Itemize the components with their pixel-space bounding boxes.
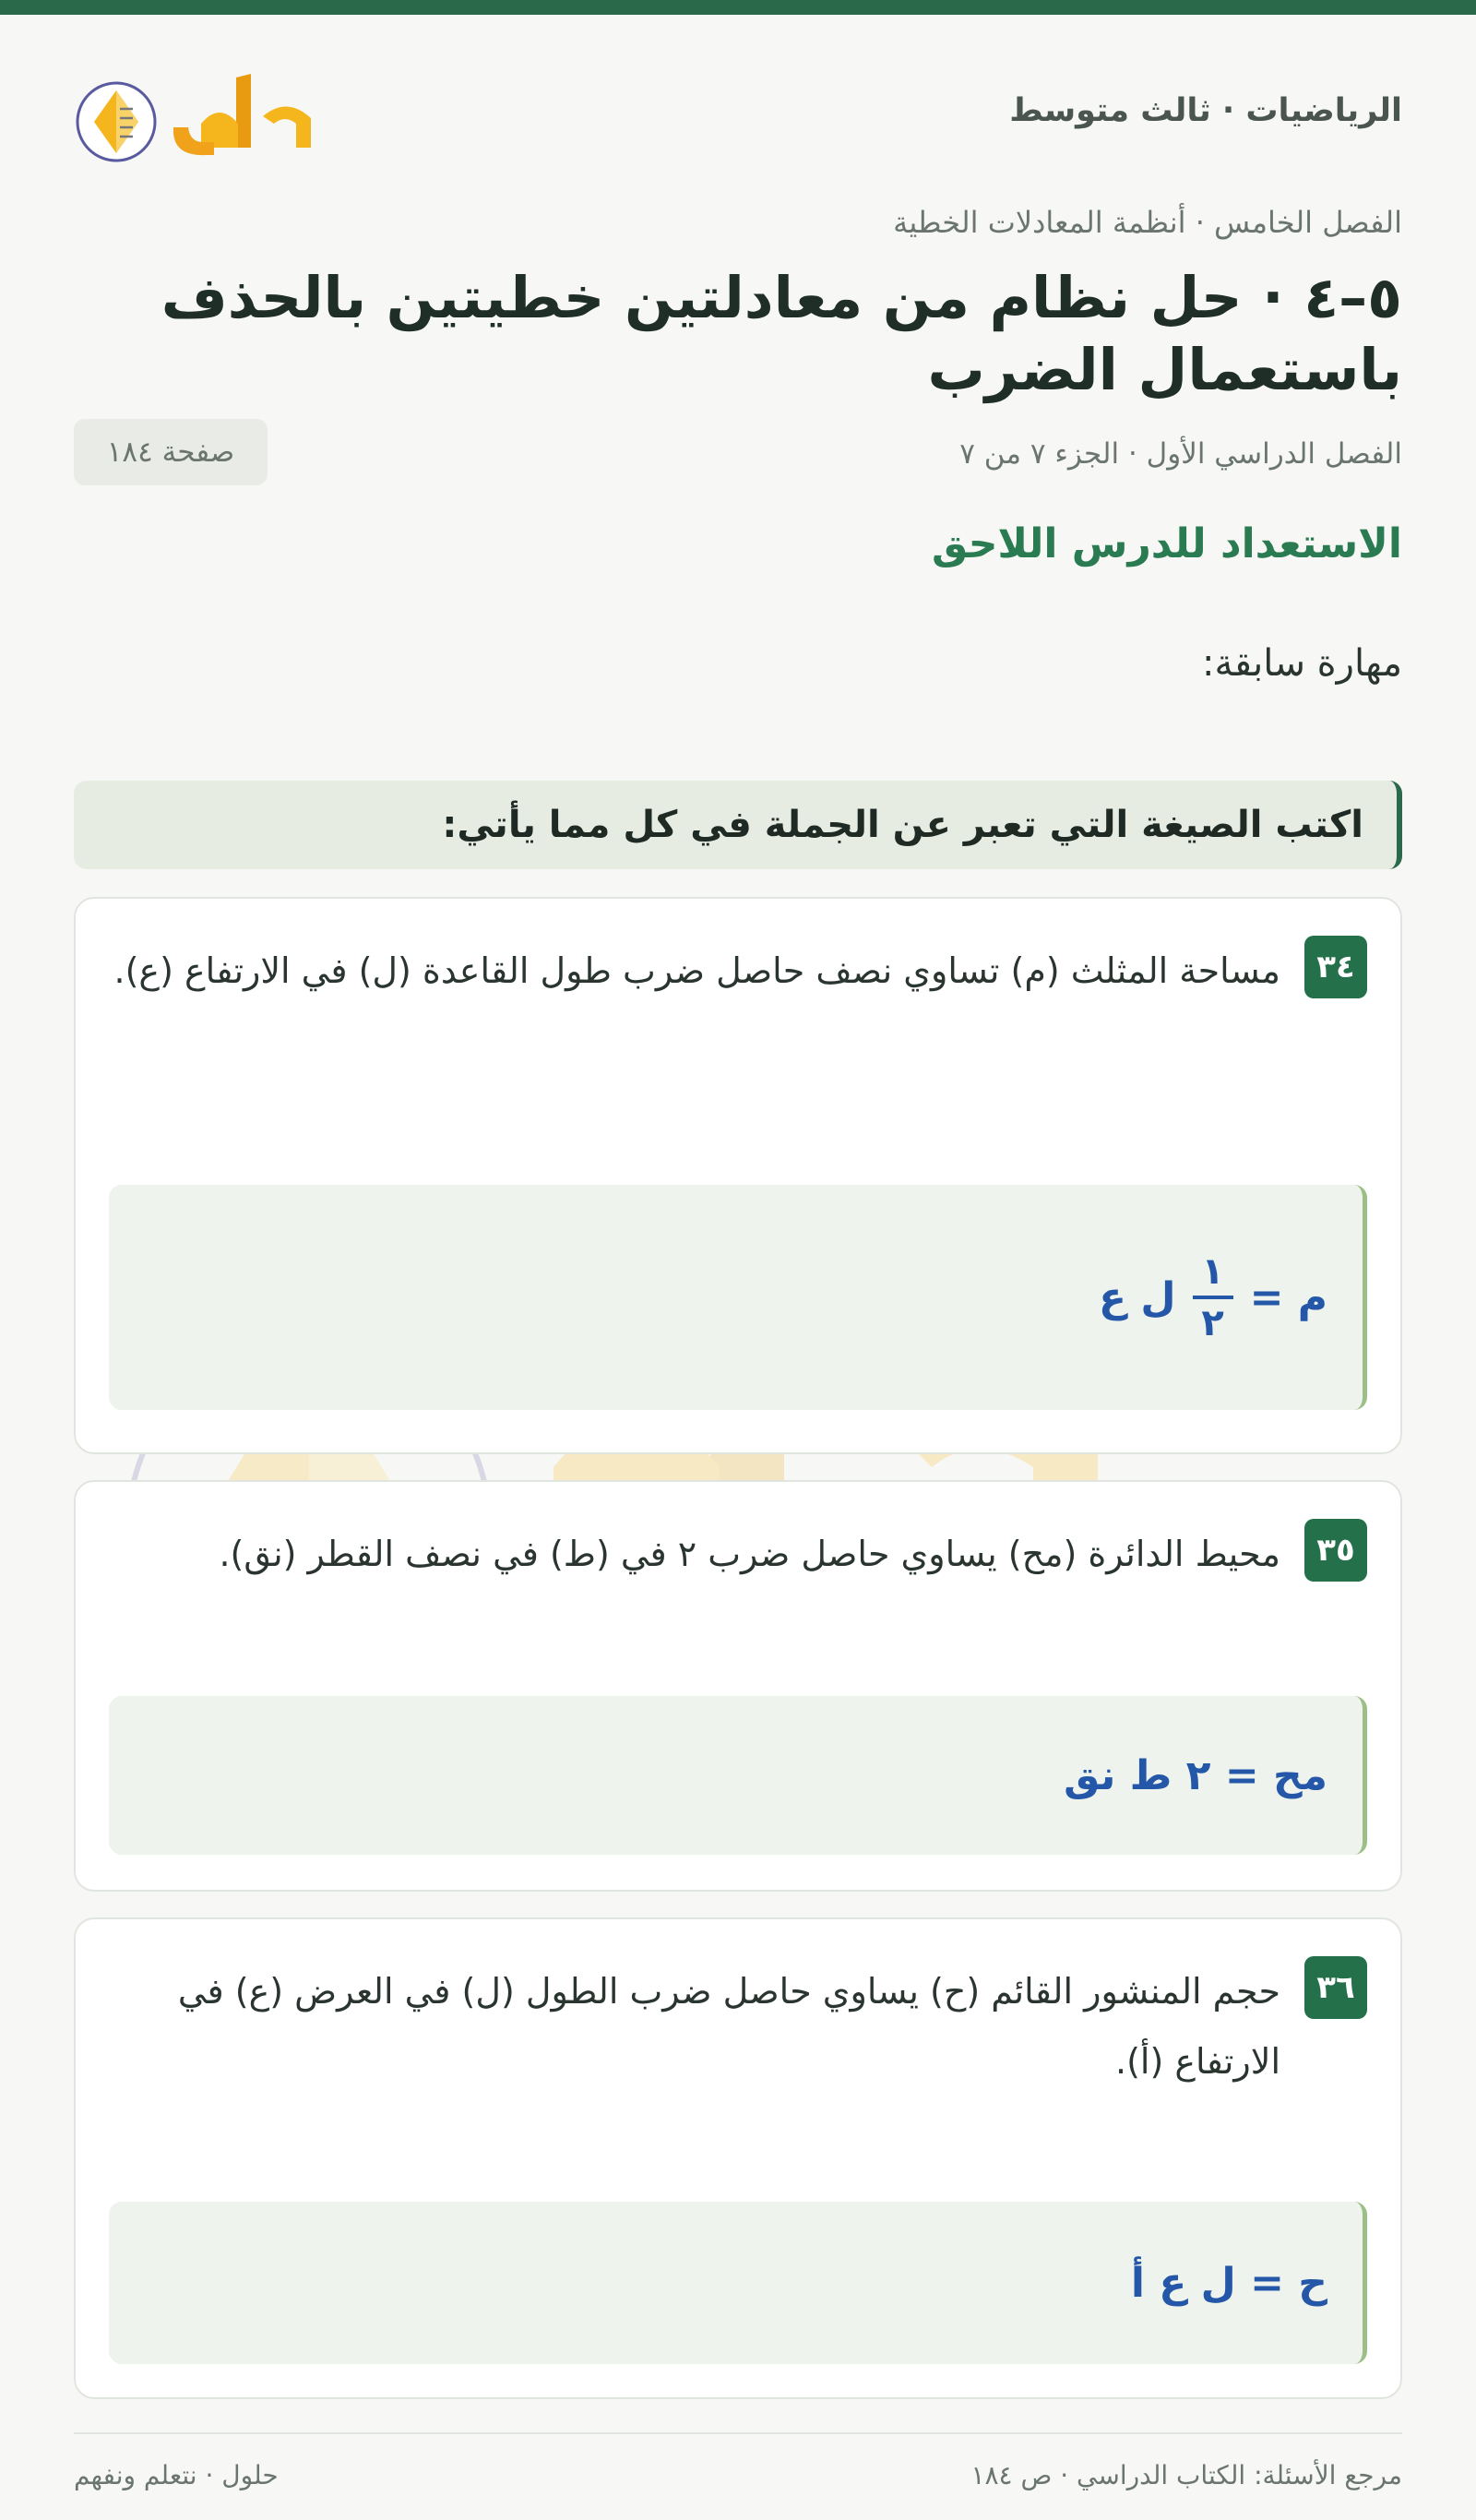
page-badge: صفحة ١٨٤	[74, 419, 268, 485]
question-card-34	[74, 897, 1402, 1454]
footer-brand[interactable]: حلول · نتعلم ونفهم	[74, 2460, 279, 2490]
question-number: ٣٦	[1304, 1956, 1367, 2019]
answer-box	[109, 1696, 1367, 1855]
answer-formula: مح = ٢ ط نق	[1064, 1751, 1327, 1799]
footer-divider	[74, 2432, 1402, 2434]
answer-box	[109, 1185, 1367, 1410]
fraction-denominator: ٢	[1201, 1302, 1224, 1344]
subject-breadcrumb[interactable]: الرياضيات · ثالث متوسط	[1009, 92, 1402, 129]
chapter-label: الفصل الخامس · أنظمة المعادلات الخطية	[893, 205, 1402, 240]
question-number: ٣٤	[1304, 936, 1367, 998]
section-heading: الاستعداد للدرس اللاحق	[932, 520, 1402, 567]
footer-source: مرجع الأسئلة: الكتاب الدراسي · ص ١٨٤	[970, 2460, 1402, 2490]
instruction-text: اكتب الصيغة التي تعبر عن الجملة في كل مما يأتي:	[442, 804, 1363, 846]
answer-fraction	[1193, 1251, 1233, 1344]
question-text: محيط الدائرة (مح) يساوي حاصل ضرب ٢ في (ط) في نصف القطر (نق).	[219, 1534, 1280, 1574]
question-number: ٣٥	[1304, 1519, 1367, 1582]
hulul-logo[interactable]	[74, 68, 341, 168]
answer-formula: ح = ل ع أ	[1130, 2259, 1327, 2307]
answer-rhs: ل ع	[1099, 1273, 1176, 1321]
answer-lhs: م =	[1249, 1273, 1327, 1321]
answer-box	[109, 2202, 1367, 2364]
lesson-title: ٥–٤ · حل نظام من معادلتين خطيتين بالحذف باستعمال الضرب	[161, 264, 1402, 403]
fraction-bar	[1193, 1296, 1233, 1299]
lesson-meta: الفصل الدراسي الأول · الجزء ٧ من ٧	[959, 437, 1402, 471]
prior-skill-label: مهارة سابقة:	[1201, 642, 1402, 685]
question-card-36	[74, 1917, 1402, 2399]
question-text: مساحة المثلث (م) تساوي نصف حاصل ضرب طول القاعدة (ل) في الارتفاع (ع).	[113, 950, 1280, 991]
question-card-35	[74, 1480, 1402, 1892]
question-text: حجم المنشور القائم (ح) يساوي حاصل ضرب الطول (ل) في العرض (ع) في الارتفاع (أ).	[177, 1971, 1280, 2082]
fraction-numerator: ١	[1201, 1250, 1224, 1293]
instruction-box	[74, 781, 1402, 869]
top-accent-bar	[0, 0, 1476, 15]
